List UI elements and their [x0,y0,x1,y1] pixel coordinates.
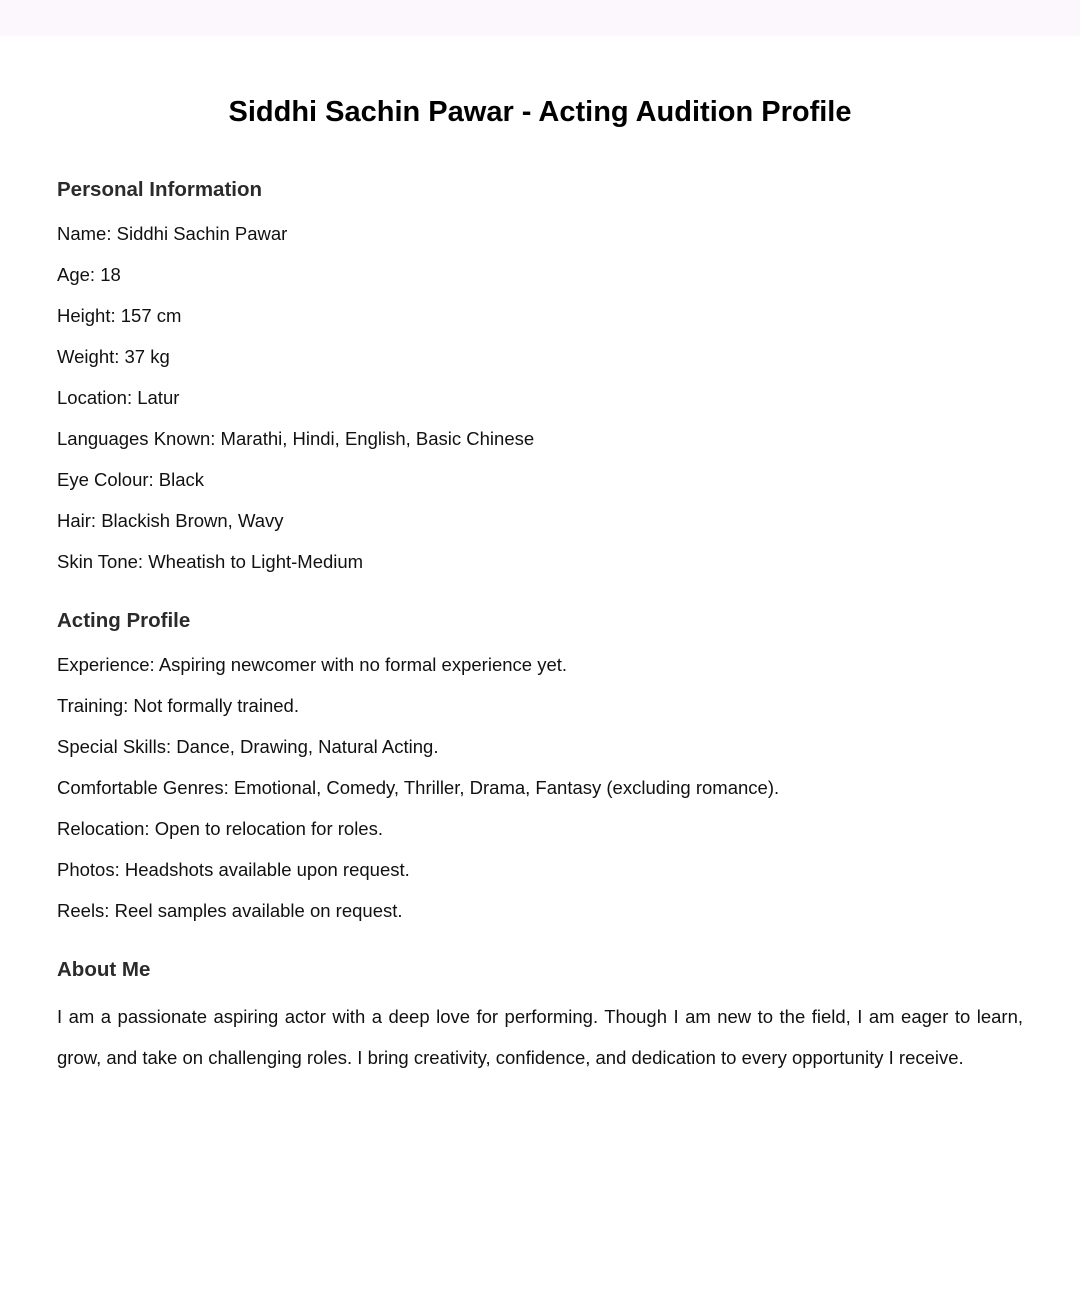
personal-information-section [57,176,1023,574]
field-skin-tone: Skin Tone: Wheatish to Light-Medium [57,551,364,572]
field-training: Training: Not formally trained. [57,695,299,716]
section-heading-personal-information: Personal Information [57,178,263,201]
top-band [0,0,1080,36]
about-me-paragraph: I am a passionate aspiring actor with a deep love for performing. Though I am new to the field, I am eager to learn, grow, and take on challenging roles. I bring creativity, confidence, and dedication to every opportunity I receive. [57,1006,1023,1069]
field-location: Location: Latur [57,387,180,408]
section-heading-acting-profile: Acting Profile [57,609,191,632]
field-languages: Languages Known: Marathi, Hindi, English, Basic Chinese [57,428,535,449]
field-special-skills: Special Skills: Dance, Drawing, Natural Acting. [57,736,439,757]
field-age: Age: 18 [57,264,121,285]
acting-profile-section [57,607,1023,923]
field-eye-colour: Eye Colour: Black [57,469,205,490]
section-heading-about-me: About Me [57,958,151,981]
field-name: Name: Siddhi Sachin Pawar [57,223,288,244]
about-me-section [57,956,1023,1079]
field-hair: Hair: Blackish Brown, Wavy [57,510,284,531]
field-photos: Photos: Headshots available upon request. [57,859,410,880]
field-experience: Experience: Aspiring newcomer with no formal experience yet. [57,654,568,675]
field-relocation: Relocation: Open to relocation for roles. [57,818,383,839]
field-comfortable-genres: Comfortable Genres: Emotional, Comedy, Thriller, Drama, Fantasy (excluding romance). [57,777,780,798]
field-weight: Weight: 37 kg [57,346,170,367]
field-reels: Reels: Reel samples available on request. [57,900,403,921]
page-title: Siddhi Sachin Pawar - Acting Audition Profile [228,96,852,128]
field-height: Height: 157 cm [57,305,182,326]
